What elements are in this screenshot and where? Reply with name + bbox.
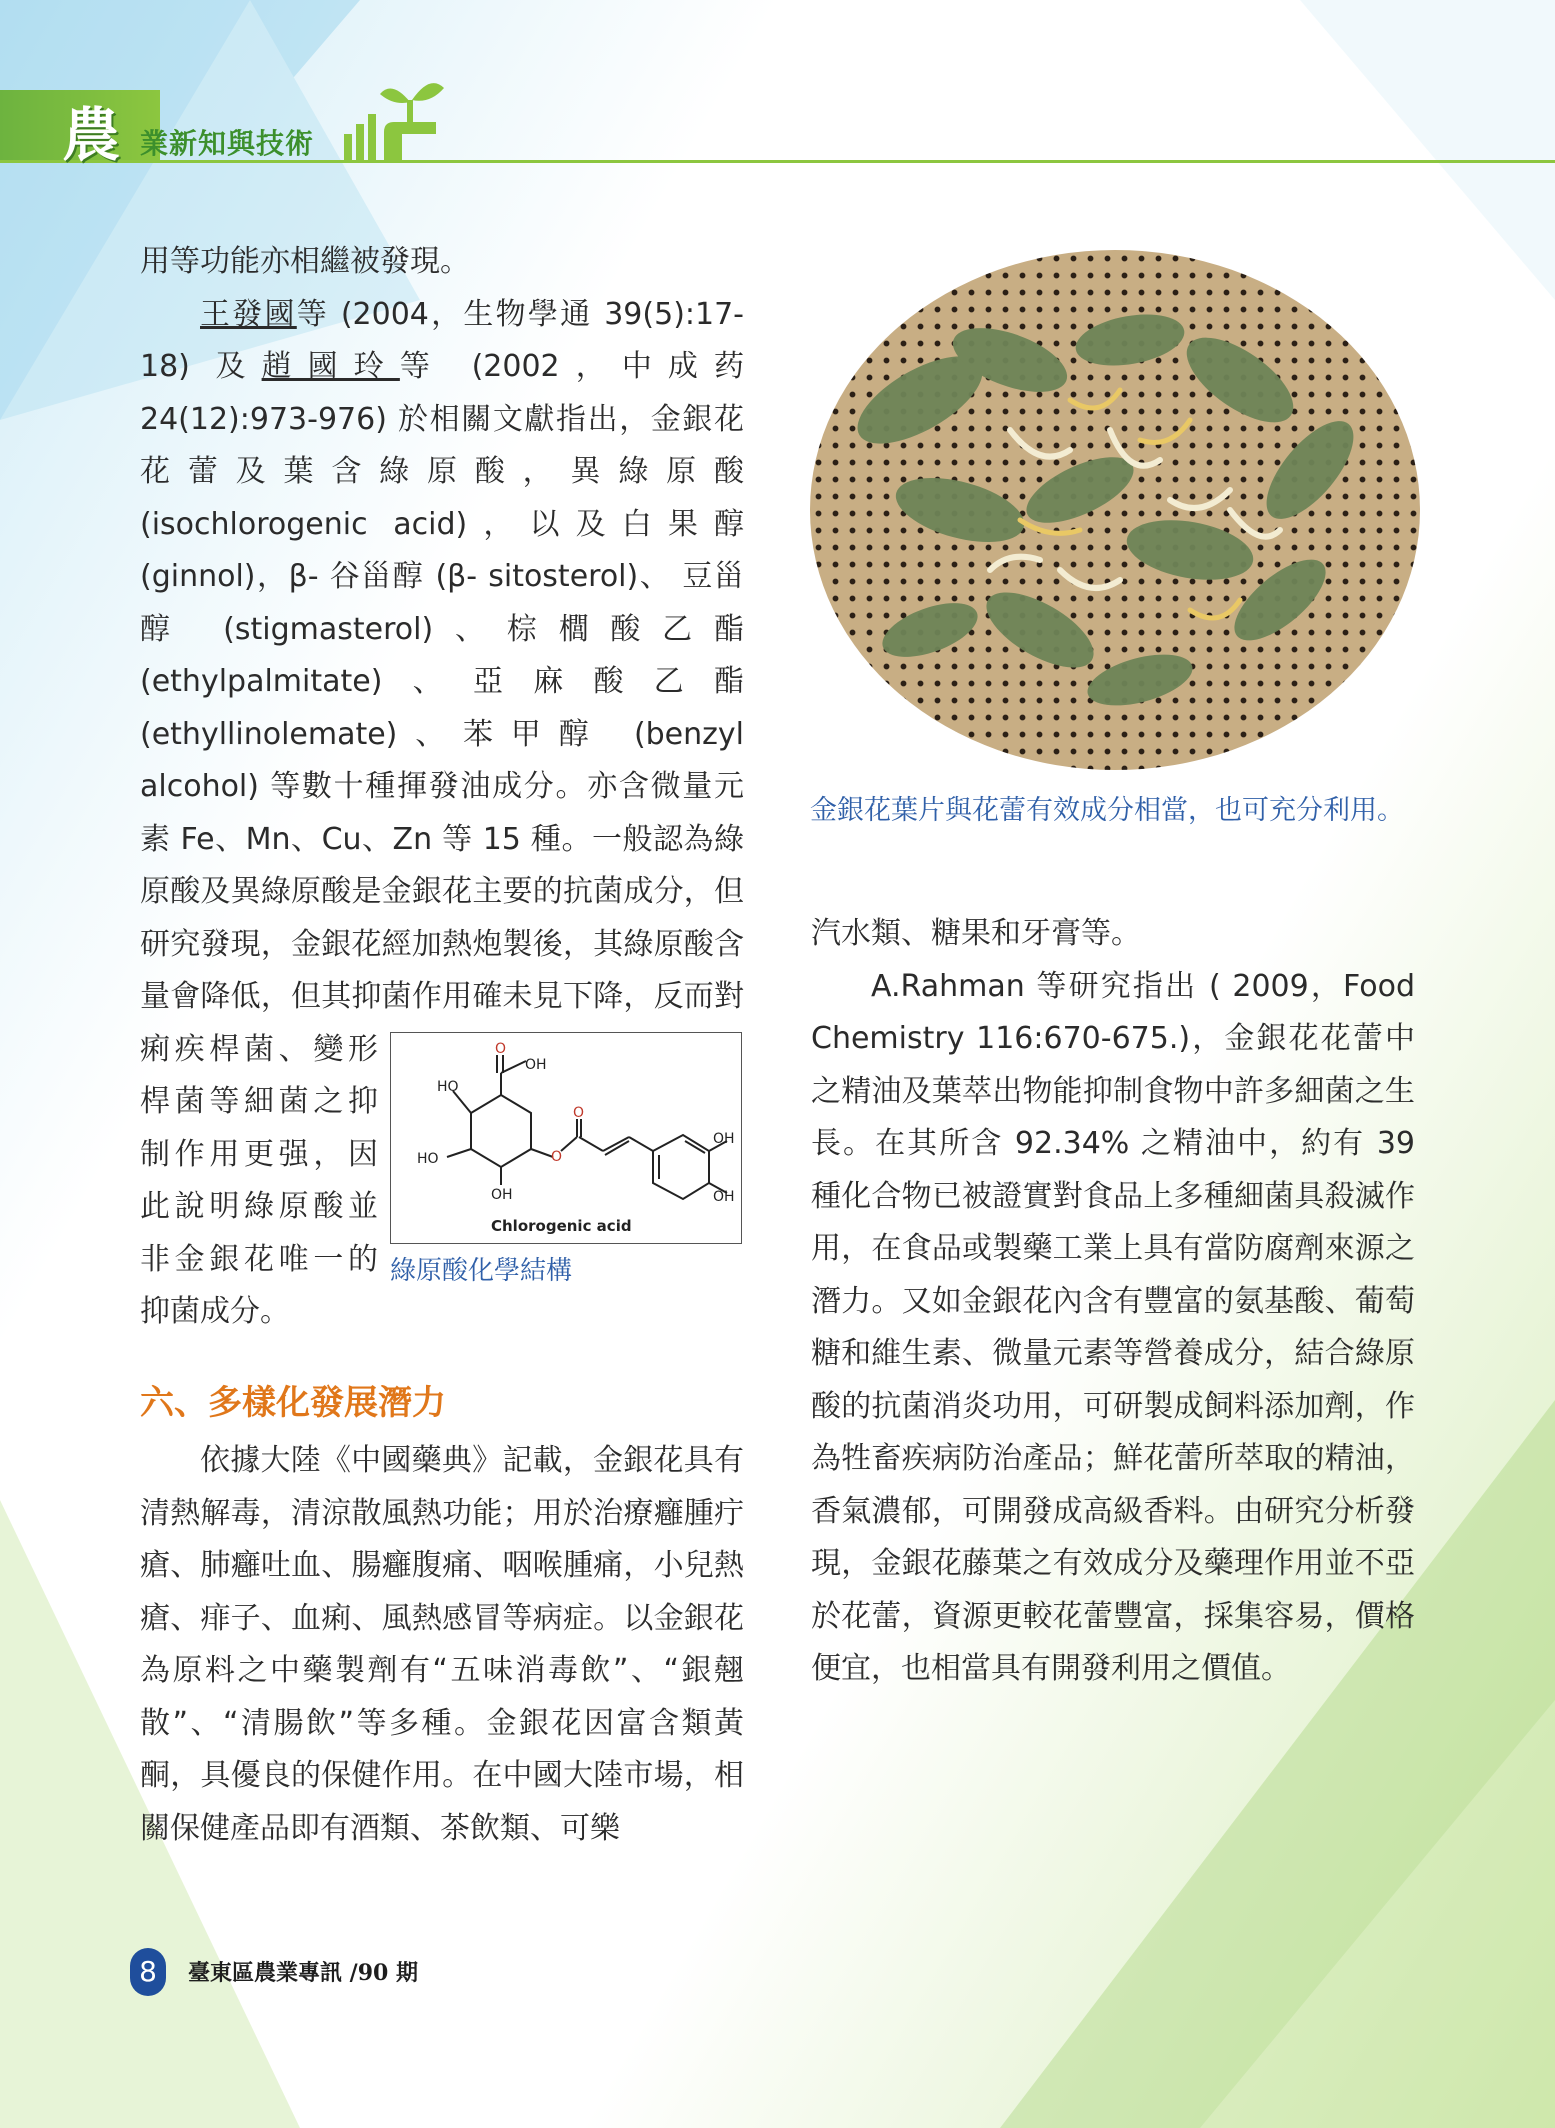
paragraph: A.Rahman 等研究指出 ( 2009，Food Chemistry 116:670-675.)，金銀花花蕾中之精油及葉萃出物能抑制食物中許多細菌之生長。在其所含 92.34% 之精油中，約有 39 種化合物已被證實對食品上多種細菌具殺滅作用，在食品或製藥工業上具有當防腐劑來源之潛力。又如金銀花內含有豐富的氨基酸、葡萄糖和維生素、微量元素等營養成分，結合綠原酸的抗菌消炎功用，可研製成飼料添加劑，作為牲畜疾病防治產品；鮮花蕾所萃取的精油，香氣濃郁，可開發成高級香料。由研究分析發現，金銀花藤葉之有效成分及藥理作用並不亞於花蕾，資源更較花蕾豐富，採集容易，價格便宜，也相當具有開發利用之價值。 [811,968,1415,1686]
chlorogenic-acid-structure [391,1033,741,1243]
atom-label: O [495,1041,507,1057]
honeysuckle-photo [810,250,1420,770]
sprout-logo-icon [340,72,450,167]
atom-label: O [551,1149,563,1165]
photo-caption: 金銀花葉片與花蕾有效成分相當，也可充分利用。 [810,795,1404,826]
section-header [0,90,1555,169]
structure-label: Chlorogenic acid [491,1217,632,1235]
paragraph: 汽水類、糖果和牙膏等。 [811,916,1141,951]
text-run: 等 (2004，生物學通 39(5):17-18) 及 [140,296,745,384]
atom-label: OH [491,1187,513,1203]
page-number: 8 [130,1948,166,1996]
atom-label: O [573,1105,585,1121]
structure-frame [390,1032,742,1244]
section-heading: 六、多樣化發展潛力 [140,1382,446,1423]
header-char: 農 [62,101,121,169]
author-name: 趙國玲 [261,349,400,384]
paragraph: 依據大陸《中國藥典》記載，金銀花具有清熱解毒，清涼散風熱功能；用於治療癰腫疔瘡、肺癰吐血、腸癰腹痛、咽喉腫痛，小兒熱瘡、痱子、血痢、風熱感冒等病症。以金銀花為原料之中藥製劑有“五味消毒飲”、“銀翹散”、“清腸飲”等多種。金銀花因富含類黃酮，具優良的保健作用。在中國大陸市場，相關保健產品即有酒類、茶飲類、可樂 [140,1443,744,1846]
author-name: 王發國 [200,296,297,332]
atom-label: OH [713,1131,735,1147]
header-title: 業新知與技術 [140,127,315,160]
atom-label: OH [525,1057,547,1073]
atom-label: HO [437,1079,459,1095]
figure-caption: 綠原酸化學結構 [390,1256,573,1286]
leaf-and-bud-illustration [810,250,1420,770]
right-column [811,908,1415,1696]
atom-label: OH [713,1189,735,1205]
atom-label: HO [417,1151,439,1167]
publication-title: 臺東區農業專訊 /90 期 [188,1960,418,1986]
structure-figure [390,1032,744,1286]
paragraph: 用等功能亦相繼被發現。 [140,244,470,279]
text-run: 等 (2002，中成药 24(12):973-976) 於相關文獻指出，金銀花花蕾及葉含綠原酸，異綠原酸 (isochlorogenic acid)，以及白果醇 (ginnol)，β- 谷甾醇 (β- sitosterol)、 豆甾醇 (stigmasterol)、棕櫚酸乙酯 (ethylpalmitate)、亞麻酸乙酯 (ethyllinolemate)、苯甲醇 (benzyl alcohol) 等數十種揮發油成分。亦含微量元素 Fe、Mn、Cu、Zn 等 15 種。一般認為綠原酸及異綠原酸是金銀花主要的抗菌成分，但研究發現，金銀花經加熱炮製後，其綠原酸含量會降低，但其抑菌作用確未見下降，反而對痢疾桿菌、變形桿菌等細菌之抑制作用更强，因此說明綠原酸並非金銀花唯一的抑菌成分。 [140,349,744,1329]
